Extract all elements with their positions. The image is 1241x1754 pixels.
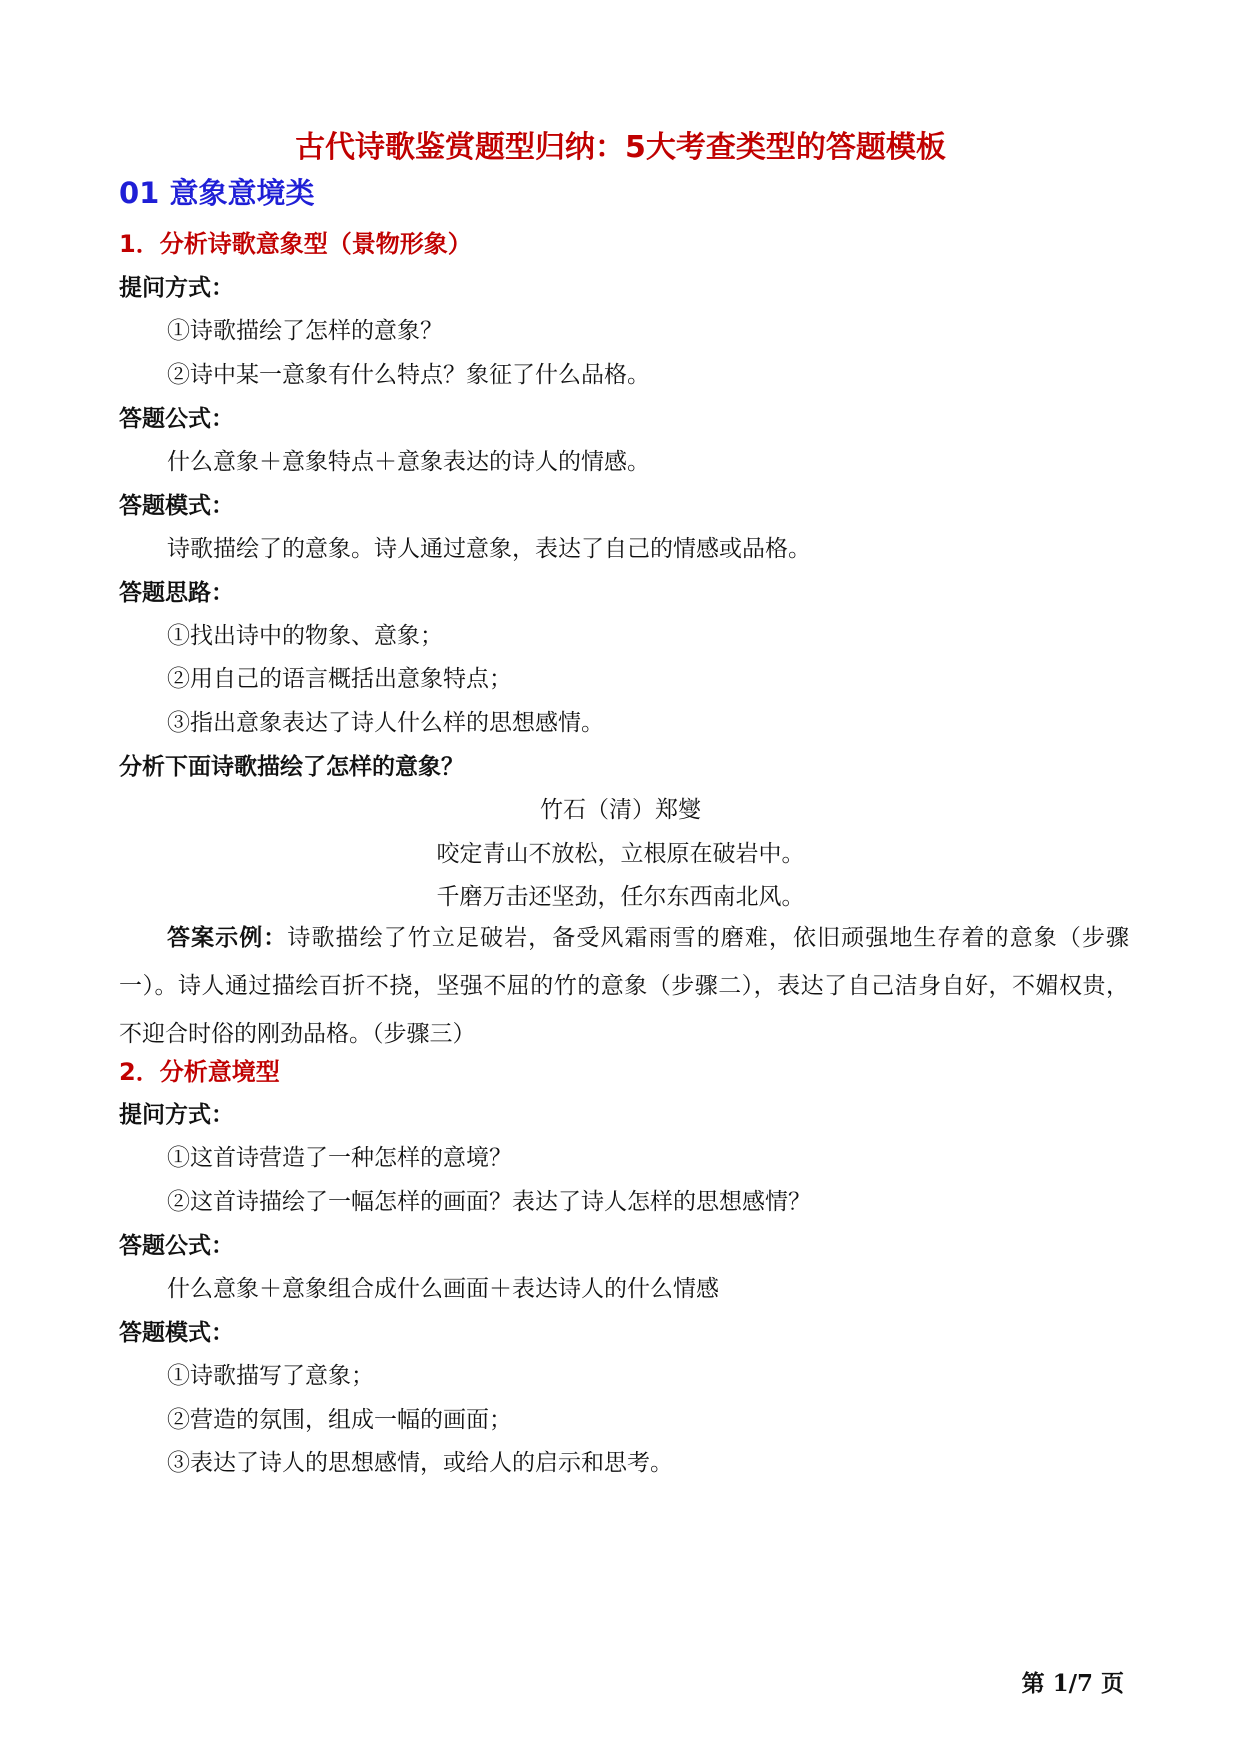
- thinking-item: ①找出诗中的物象、意象；: [167, 623, 443, 649]
- ask-item: ②这首诗描绘了一幅怎样的画面？表达了诗人怎样的思想感情？: [167, 1189, 811, 1215]
- answer-text: 诗歌描绘了竹立足破岩，备受风霜雨雪的磨难，依旧顽强地生存着的意象（步骤一）。诗人通过描绘百折不挠，坚强不屈的竹的意象（步骤二），表达了自己洁身自好，不媚权贵，不迎合时俗的刚劲品格。（步骤三）: [119, 925, 1130, 1047]
- formula-label: 答题公式：: [119, 406, 234, 432]
- ask-item: ①这首诗营造了一种怎样的意境？: [167, 1145, 512, 1171]
- mode-text: 诗歌描绘了的意象。诗人通过意象，表达了自己的情感或品格。: [167, 536, 811, 562]
- mode-label: 答题模式：: [119, 1320, 234, 1346]
- ask-label: 提问方式：: [119, 275, 234, 301]
- mode-label: 答题模式：: [119, 493, 234, 519]
- formula-label: 答题公式：: [119, 1233, 234, 1259]
- answer-example: [119, 914, 1129, 1058]
- answer-label: 答案示例：: [167, 925, 288, 951]
- thinking-item: ②用自己的语言概括出意象特点；: [167, 666, 512, 692]
- poem-title: 竹石（清）郑燮: [540, 797, 701, 823]
- subsection-heading-1: 1．分析诗歌意象型（景物形象）: [119, 230, 472, 258]
- mode-item: ②营造的氛围，组成一幅的画面；: [167, 1407, 512, 1433]
- ask-label: 提问方式：: [119, 1102, 234, 1128]
- thinking-label: 答题思路：: [119, 580, 234, 606]
- ask-item: ②诗中某一意象有什么特点？象征了什么品格。: [167, 362, 650, 388]
- thinking-item: ③指出意象表达了诗人什么样的思想感情。: [167, 710, 604, 736]
- page-number: 第 1/7 页: [1021, 1670, 1124, 1697]
- subsection-heading-2: 2．分析意境型: [119, 1058, 280, 1086]
- formula-text: 什么意象＋意象组合成什么画面＋表达诗人的什么情感: [167, 1276, 719, 1302]
- formula-text: 什么意象＋意象特点＋意象表达的诗人的情感。: [167, 449, 650, 475]
- ask-item: ①诗歌描绘了怎样的意象？: [167, 318, 443, 344]
- mode-item: ③表达了诗人的思想感情，或给人的启示和思考。: [167, 1450, 673, 1476]
- example-question: 分析下面诗歌描绘了怎样的意象？: [119, 754, 464, 780]
- section-heading: 01 意象意境类: [119, 176, 315, 210]
- page-title: 古代诗歌鉴赏题型归纳：5大考查类型的答题模板: [295, 130, 946, 165]
- poem-line: 千磨万击还坚劲，任尔东西南北风。: [436, 884, 805, 910]
- mode-item: ①诗歌描写了意象；: [167, 1363, 374, 1389]
- poem-line: 咬定青山不放松，立根原在破岩中。: [436, 841, 805, 867]
